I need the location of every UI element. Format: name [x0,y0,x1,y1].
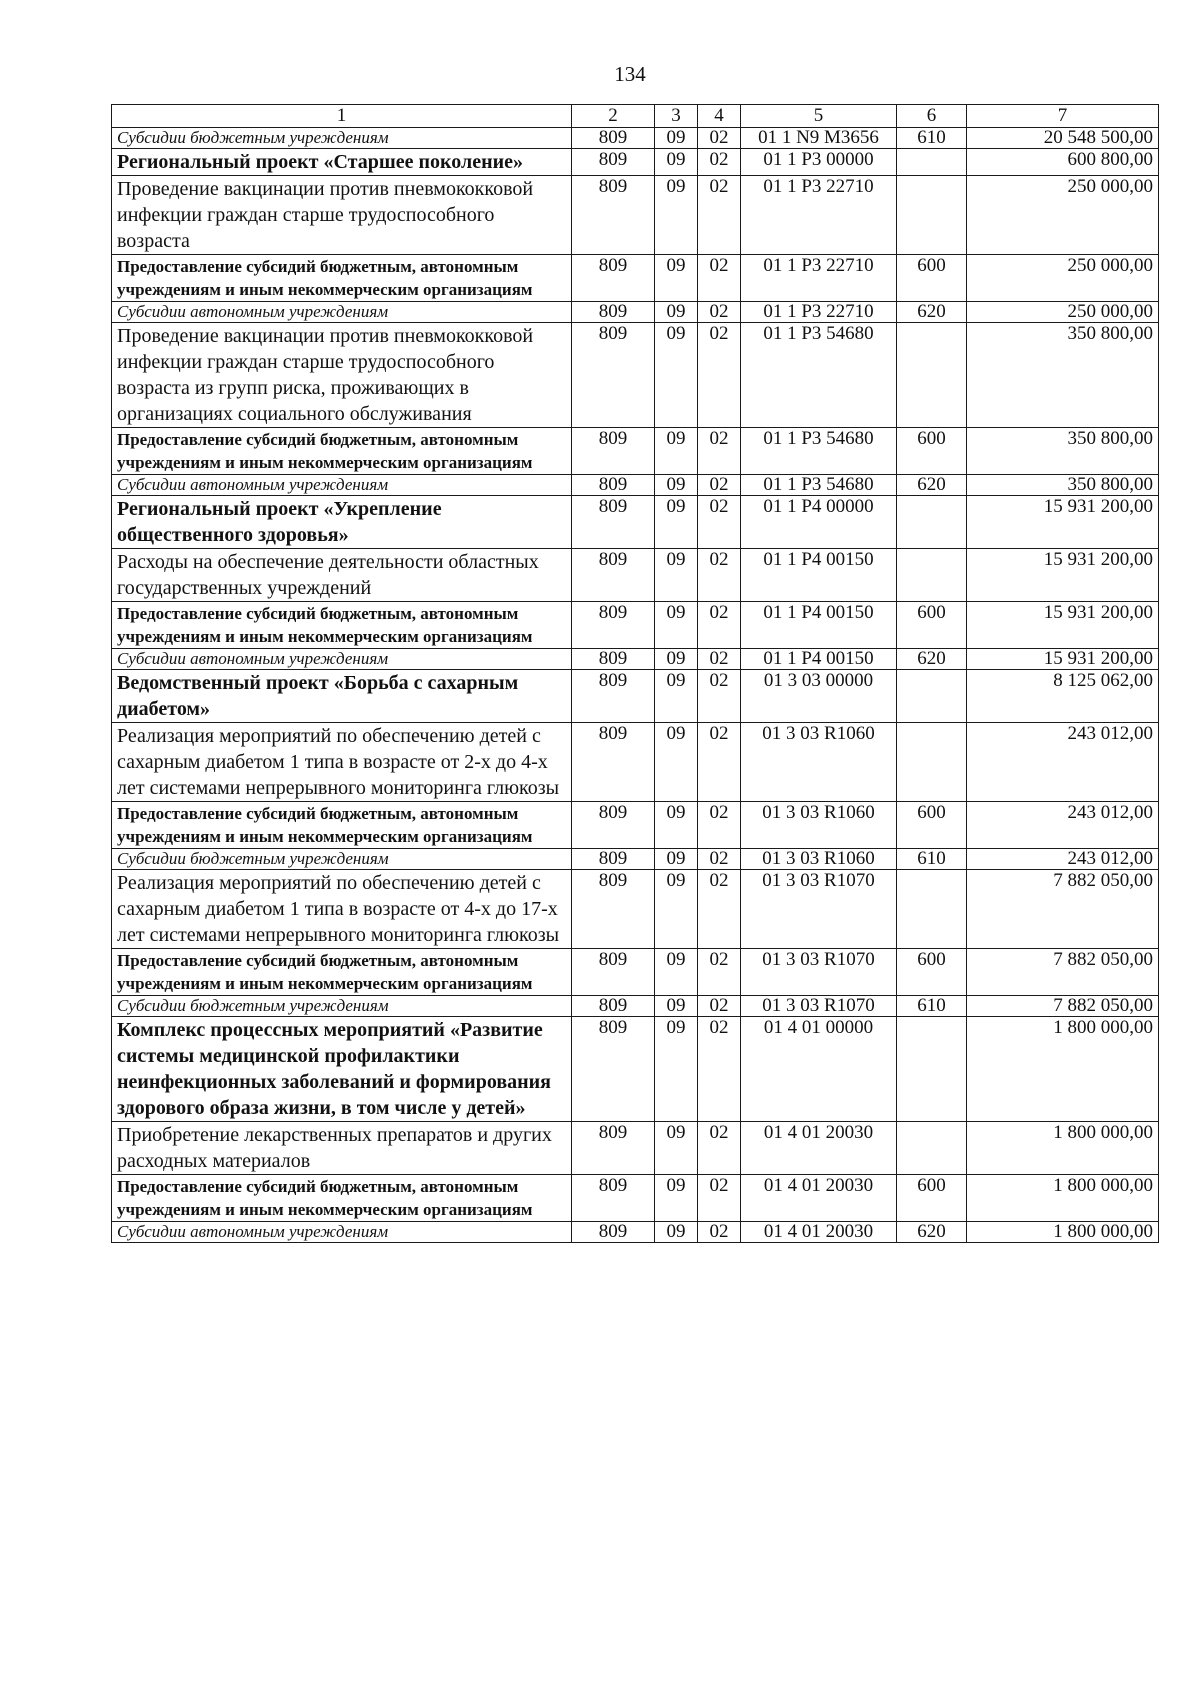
column-header-5: 5 [741,105,897,128]
row-section-cell: 09 [655,1222,698,1243]
row-code-cell: 809 [572,802,655,849]
row-subsection-cell: 02 [698,1122,741,1175]
row-amount-cell: 250 000,00 [967,176,1159,255]
row-section-cell: 09 [655,649,698,670]
row-code-cell: 809 [572,1122,655,1175]
row-target-article-cell: 01 1 Р4 00150 [741,649,897,670]
table-row [112,602,1159,649]
row-target-article-cell: 01 1 Р3 22710 [741,302,897,323]
row-expense-type-cell: 600 [897,1175,967,1222]
row-subsection-cell: 02 [698,496,741,549]
row-expense-type-cell [897,723,967,802]
row-code-cell: 809 [572,549,655,602]
row-code-cell: 809 [572,723,655,802]
row-target-article-cell: 01 1 Р4 00150 [741,602,897,649]
row-subsection-cell: 02 [698,996,741,1017]
row-subsection-cell: 02 [698,949,741,996]
row-expense-type-cell: 620 [897,649,967,670]
row-amount-cell: 243 012,00 [967,723,1159,802]
table-row [112,849,1159,870]
table-row [112,1175,1159,1222]
row-subsection-cell: 02 [698,323,741,428]
row-code-cell: 809 [572,255,655,302]
table-row [112,496,1159,549]
row-code-cell: 809 [572,1222,655,1243]
row-section-cell: 09 [655,670,698,723]
row-name-cell: Предоставление субсидий бюджетным, автономным учреждениям и иным некоммерческим организациям [112,255,572,302]
table-body [112,128,1159,1243]
row-subsection-cell: 02 [698,549,741,602]
row-subsection-cell: 02 [698,1222,741,1243]
row-section-cell: 09 [655,949,698,996]
row-name-cell: Приобретение лекарственных препаратов и других расходных материалов [112,1122,572,1175]
row-code-cell: 809 [572,670,655,723]
row-subsection-cell: 02 [698,149,741,176]
row-expense-type-cell [897,496,967,549]
row-name-cell: Субсидии автономным учреждениям [112,302,572,323]
row-expense-type-cell [897,149,967,176]
row-name-cell: Проведение вакцинации против пневмококковой инфекции граждан старше трудоспособного возраста [112,176,572,255]
table-row [112,302,1159,323]
table-row [112,549,1159,602]
row-expense-type-cell: 600 [897,428,967,475]
row-expense-type-cell [897,323,967,428]
row-section-cell: 09 [655,496,698,549]
row-name-cell: Предоставление субсидий бюджетным, автономным учреждениям и иным некоммерческим организациям [112,949,572,996]
row-code-cell: 809 [572,870,655,949]
table-header-row [112,105,1159,128]
row-amount-cell: 1 800 000,00 [967,1175,1159,1222]
row-expense-type-cell: 610 [897,849,967,870]
row-expense-type-cell: 600 [897,949,967,996]
row-name-cell: Ведомственный проект «Борьба с сахарным диабетом» [112,670,572,723]
row-subsection-cell: 02 [698,670,741,723]
table-row [112,649,1159,670]
row-name-cell: Предоставление субсидий бюджетным, автономным учреждениям и иным некоммерческим организациям [112,1175,572,1222]
row-section-cell: 09 [655,1122,698,1175]
row-subsection-cell: 02 [698,475,741,496]
row-name-cell: Реализация мероприятий по обеспечению детей с сахарным диабетом 1 типа в возрасте от 2-х до 4-х лет системами непрерывного мониторинга глюкозы [112,723,572,802]
row-target-article-cell: 01 3 03 R1070 [741,996,897,1017]
row-code-cell: 809 [572,602,655,649]
row-amount-cell: 1 800 000,00 [967,1017,1159,1122]
row-amount-cell: 243 012,00 [967,849,1159,870]
row-code-cell: 809 [572,302,655,323]
row-amount-cell: 243 012,00 [967,802,1159,849]
row-name-cell: Субсидии бюджетным учреждениям [112,128,572,149]
table-row [112,996,1159,1017]
row-target-article-cell: 01 1 Р3 54680 [741,475,897,496]
row-expense-type-cell: 620 [897,302,967,323]
row-amount-cell: 20 548 500,00 [967,128,1159,149]
row-subsection-cell: 02 [698,428,741,475]
row-section-cell: 09 [655,802,698,849]
row-subsection-cell: 02 [698,723,741,802]
row-amount-cell: 1 800 000,00 [967,1222,1159,1243]
row-section-cell: 09 [655,149,698,176]
row-expense-type-cell [897,1017,967,1122]
row-expense-type-cell [897,549,967,602]
row-target-article-cell: 01 1 Р3 22710 [741,176,897,255]
page-number: 134 [614,62,646,86]
row-code-cell: 809 [572,428,655,475]
table-row [112,475,1159,496]
row-section-cell: 09 [655,1175,698,1222]
table-row [112,723,1159,802]
row-amount-cell: 350 800,00 [967,475,1159,496]
row-code-cell: 809 [572,323,655,428]
table-row [112,802,1159,849]
row-target-article-cell: 01 3 03 R1060 [741,802,897,849]
table-row [112,1017,1159,1122]
column-header-6: 6 [897,105,967,128]
row-name-cell: Реализация мероприятий по обеспечению детей с сахарным диабетом 1 типа в возрасте от 4-х до 17-х лет системами непрерывного мониторинга глюкозы [112,870,572,949]
row-subsection-cell: 02 [698,849,741,870]
table-row [112,128,1159,149]
row-target-article-cell: 01 1 Р3 54680 [741,323,897,428]
table-row [112,176,1159,255]
row-expense-type-cell [897,176,967,255]
table-row [112,1222,1159,1243]
row-section-cell: 09 [655,549,698,602]
row-section-cell: 09 [655,849,698,870]
column-header-7: 7 [967,105,1159,128]
row-name-cell: Расходы на обеспечение деятельности областных государственных учреждений [112,549,572,602]
row-section-cell: 09 [655,1017,698,1122]
row-expense-type-cell: 620 [897,1222,967,1243]
row-target-article-cell: 01 1 Р4 00000 [741,496,897,549]
row-target-article-cell: 01 3 03 R1070 [741,870,897,949]
row-target-article-cell: 01 4 01 20030 [741,1175,897,1222]
budget-table [111,104,1159,1243]
column-header-2: 2 [572,105,655,128]
row-code-cell: 809 [572,849,655,870]
table-row [112,428,1159,475]
row-section-cell: 09 [655,475,698,496]
row-target-article-cell: 01 3 03 R1070 [741,949,897,996]
row-expense-type-cell [897,670,967,723]
row-amount-cell: 350 800,00 [967,428,1159,475]
row-code-cell: 809 [572,128,655,149]
row-target-article-cell: 01 4 01 20030 [741,1222,897,1243]
row-name-cell: Субсидии бюджетным учреждениям [112,996,572,1017]
row-target-article-cell: 01 3 03 00000 [741,670,897,723]
row-target-article-cell: 01 1 Р3 54680 [741,428,897,475]
row-section-cell: 09 [655,302,698,323]
row-expense-type-cell [897,870,967,949]
row-subsection-cell: 02 [698,128,741,149]
table-row [112,149,1159,176]
row-target-article-cell: 01 1 N9 М3656 [741,128,897,149]
row-code-cell: 809 [572,1017,655,1122]
row-amount-cell: 1 800 000,00 [967,1122,1159,1175]
row-subsection-cell: 02 [698,649,741,670]
row-target-article-cell: 01 1 Р3 22710 [741,255,897,302]
row-section-cell: 09 [655,323,698,428]
row-section-cell: 09 [655,428,698,475]
row-name-cell: Предоставление субсидий бюджетным, автономным учреждениям и иным некоммерческим организациям [112,802,572,849]
row-expense-type-cell: 600 [897,255,967,302]
table-row [112,870,1159,949]
row-subsection-cell: 02 [698,302,741,323]
row-section-cell: 09 [655,870,698,949]
row-target-article-cell: 01 3 03 R1060 [741,849,897,870]
column-header-4: 4 [698,105,741,128]
row-name-cell: Субсидии автономным учреждениям [112,475,572,496]
row-section-cell: 09 [655,255,698,302]
row-name-cell: Региональный проект «Старшее поколение» [112,149,572,176]
row-subsection-cell: 02 [698,870,741,949]
row-subsection-cell: 02 [698,1017,741,1122]
row-code-cell: 809 [572,649,655,670]
row-target-article-cell: 01 3 03 R1060 [741,723,897,802]
row-name-cell: Субсидии автономным учреждениям [112,1222,572,1243]
row-target-article-cell: 01 1 Р3 00000 [741,149,897,176]
row-code-cell: 809 [572,496,655,549]
row-expense-type-cell: 600 [897,802,967,849]
column-header-1: 1 [112,105,572,128]
row-amount-cell: 7 882 050,00 [967,870,1159,949]
table-row [112,1122,1159,1175]
row-name-cell: Проведение вакцинации против пневмококковой инфекции граждан старше трудоспособного возраста из групп риска, проживающих в организациях социального обслуживания [112,323,572,428]
row-amount-cell: 600 800,00 [967,149,1159,176]
row-name-cell: Региональный проект «Укрепление общественного здоровья» [112,496,572,549]
row-amount-cell: 15 931 200,00 [967,649,1159,670]
table-row [112,255,1159,302]
row-expense-type-cell: 600 [897,602,967,649]
row-section-cell: 09 [655,996,698,1017]
row-subsection-cell: 02 [698,255,741,302]
row-section-cell: 09 [655,723,698,802]
row-amount-cell: 7 882 050,00 [967,996,1159,1017]
table-row [112,949,1159,996]
row-expense-type-cell: 610 [897,128,967,149]
row-subsection-cell: 02 [698,602,741,649]
row-amount-cell: 15 931 200,00 [967,496,1159,549]
row-expense-type-cell: 620 [897,475,967,496]
row-name-cell: Комплекс процессных мероприятий «Развитие системы медицинской профилактики неинфекционных заболеваний и формирования здорового образа жизни, в том числе у детей» [112,1017,572,1122]
row-subsection-cell: 02 [698,1175,741,1222]
column-header-3: 3 [655,105,698,128]
row-code-cell: 809 [572,149,655,176]
row-amount-cell: 250 000,00 [967,255,1159,302]
row-amount-cell: 8 125 062,00 [967,670,1159,723]
row-section-cell: 09 [655,602,698,649]
row-code-cell: 809 [572,1175,655,1222]
row-name-cell: Субсидии автономным учреждениям [112,649,572,670]
row-name-cell: Предоставление субсидий бюджетным, автономным учреждениям и иным некоммерческим организациям [112,602,572,649]
row-expense-type-cell [897,1122,967,1175]
row-code-cell: 809 [572,949,655,996]
row-target-article-cell: 01 4 01 20030 [741,1122,897,1175]
row-amount-cell: 15 931 200,00 [967,549,1159,602]
row-subsection-cell: 02 [698,176,741,255]
row-amount-cell: 15 931 200,00 [967,602,1159,649]
row-amount-cell: 350 800,00 [967,323,1159,428]
row-target-article-cell: 01 4 01 00000 [741,1017,897,1122]
table-row [112,670,1159,723]
row-name-cell: Субсидии бюджетным учреждениям [112,849,572,870]
row-name-cell: Предоставление субсидий бюджетным, автономным учреждениям и иным некоммерческим организациям [112,428,572,475]
row-code-cell: 809 [572,176,655,255]
row-code-cell: 809 [572,996,655,1017]
row-amount-cell: 250 000,00 [967,302,1159,323]
row-section-cell: 09 [655,128,698,149]
row-code-cell: 809 [572,475,655,496]
row-section-cell: 09 [655,176,698,255]
row-amount-cell: 7 882 050,00 [967,949,1159,996]
row-subsection-cell: 02 [698,802,741,849]
table-row [112,323,1159,428]
row-target-article-cell: 01 1 Р4 00150 [741,549,897,602]
row-expense-type-cell: 610 [897,996,967,1017]
